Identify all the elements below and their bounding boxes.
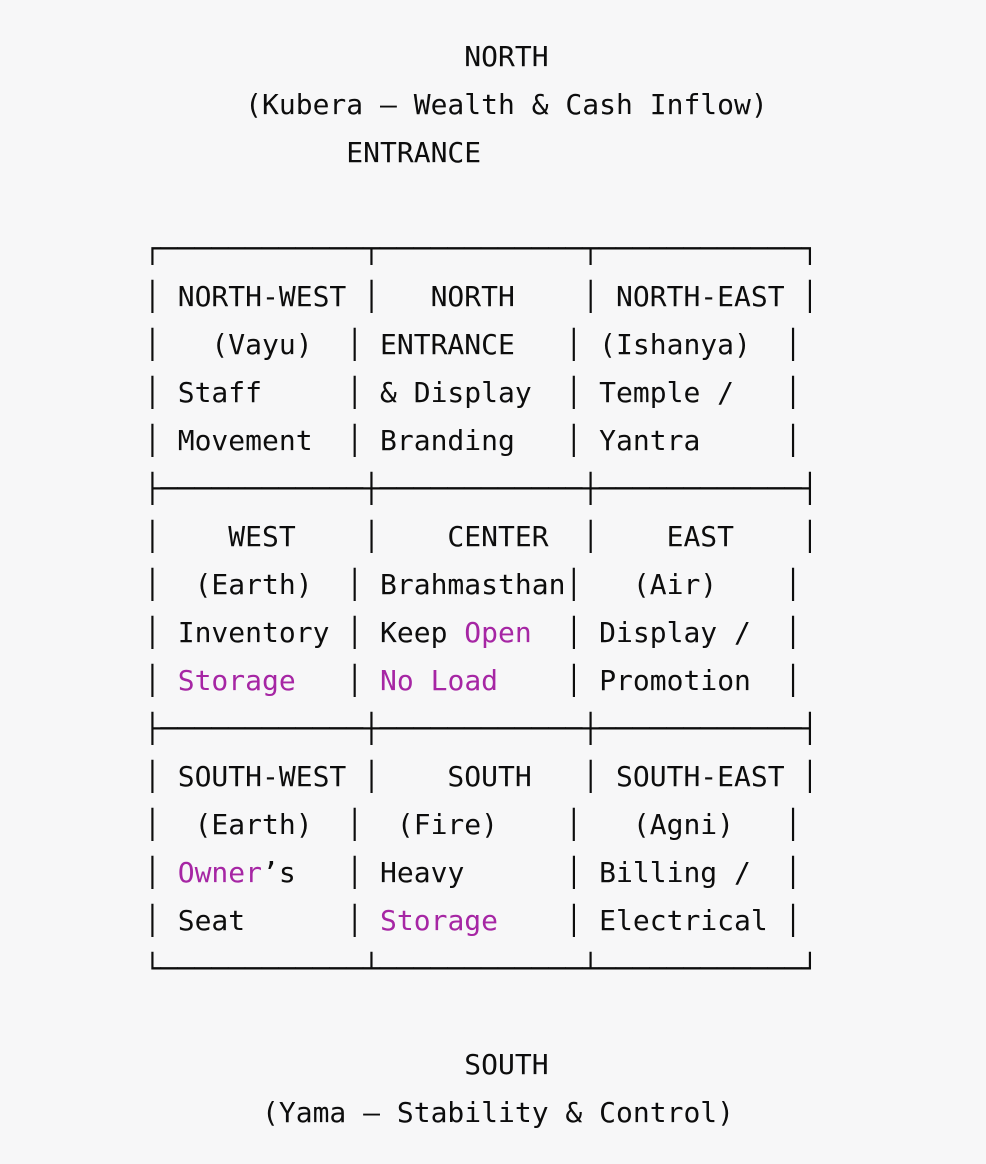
- ascii-art: NORTH (Kubera — Wealth & Cash Inflow) ENTRANCE ┌────────────┬────────────┬────────────┐ │ NORTH-WEST │ NORTH │ NORTH-EAST │ │ (Vayu) │ ENTRANCE │ (Ishanya) │ │ Staff │ & Display │ Temple / │ │ Movement │ Branding │ Yantra │ ├────────────┼────────────┼────────────┤ │ WEST │ CENTER │ EAST │ │ (Earth) │ Brahmasthan│ (Air) │ │ Inventory │ Keep Open │ Display / │ │ Storage │ No Load │ Promotion │ ├────────────┼────────────┼────────────┤ │ SOUTH-WEST │ SOUTH │ SOUTH-EAST │ │ (Earth) │ (Fire) │ (Agni) │ │ Owner’s │ Heavy │ Billing / │ │ Seat │ Storage │ Electrical │ └────────────┴────────────┴────────────┘ SOUTH (Yama — Stability & Control): [144, 40, 819, 1129]
